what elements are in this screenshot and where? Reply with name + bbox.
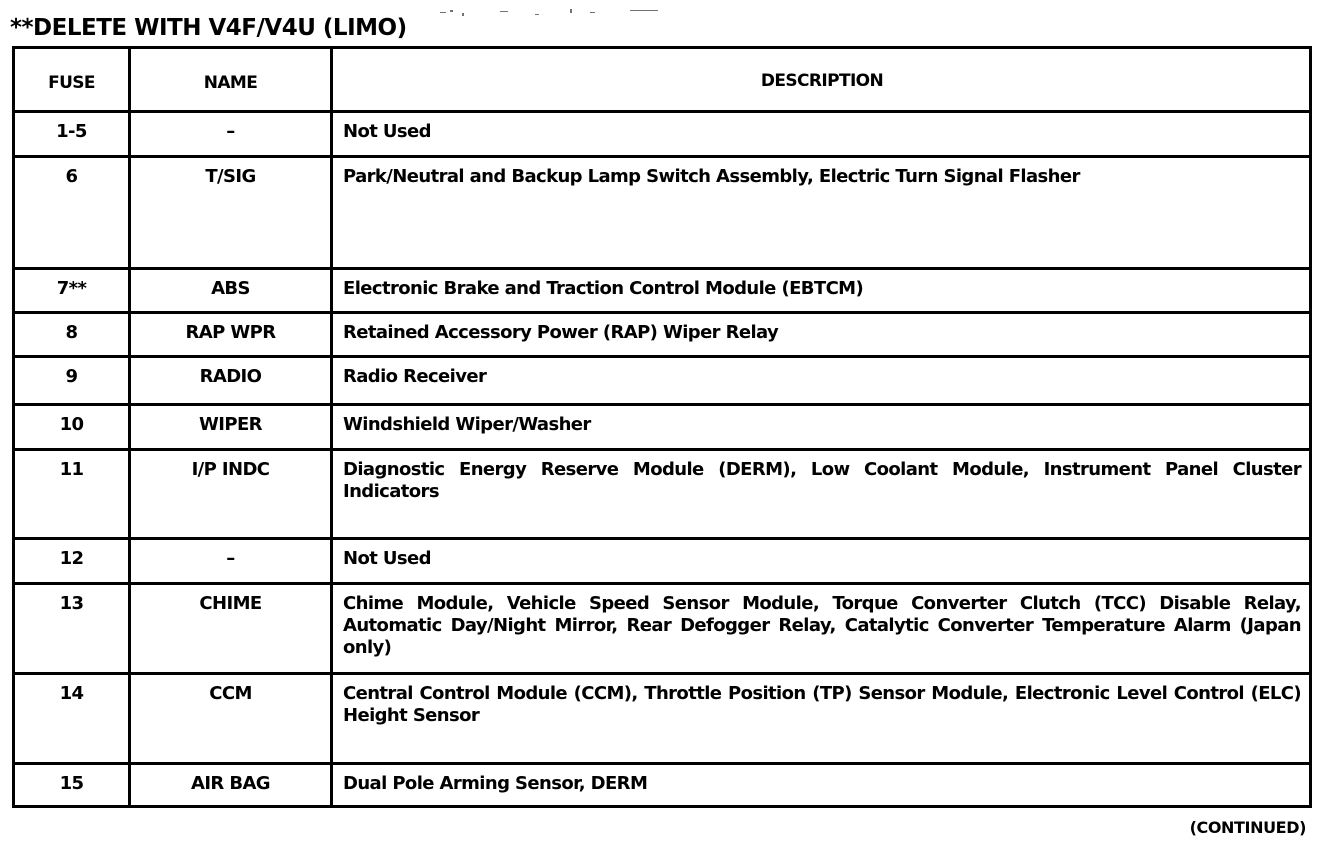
fuse-number: 12 — [15, 540, 131, 582]
fuse-table — [12, 46, 1312, 808]
fuse-description: Central Control Module (CCM), Throttle Position (TP) Sensor Module, Electronic Level Control (ELC) Height Sensor — [343, 683, 1301, 726]
fuse-number: 11 — [15, 451, 131, 537]
fuse-description: Not Used — [343, 121, 431, 142]
fuse-number: 15 — [15, 765, 131, 805]
fuse-name: AIR BAG — [131, 765, 333, 805]
table-row — [15, 270, 1309, 314]
fuse-name: WIPER — [131, 406, 333, 448]
fuse-name: I/P INDC — [131, 451, 333, 537]
column-header-description: DESCRIPTION — [760, 71, 884, 91]
column-header-name: NAME — [131, 49, 333, 110]
fuse-number: 8 — [15, 314, 131, 355]
fuse-number: 13 — [15, 585, 131, 672]
table-header-row — [15, 49, 1309, 113]
fuse-number: 7** — [15, 270, 131, 311]
fuse-description: Retained Accessory Power (RAP) Wiper Relay — [343, 322, 779, 343]
column-header-fuse: FUSE — [15, 49, 131, 110]
fuse-number: 10 — [15, 406, 131, 448]
table-row — [15, 675, 1309, 765]
fuse-name: – — [131, 113, 333, 155]
continued-note: (CONTINUED) — [1189, 818, 1306, 837]
fuse-name: CHIME — [131, 585, 333, 672]
scan-noise-decoration — [440, 6, 670, 20]
fuse-number: 1-5 — [15, 113, 131, 155]
fuse-name: – — [131, 540, 333, 582]
fuse-name: CCM — [131, 675, 333, 762]
fuse-name: RAP WPR — [131, 314, 333, 355]
fuse-number: 6 — [15, 158, 131, 267]
fuse-name: RADIO — [131, 358, 333, 403]
table-row — [15, 113, 1309, 158]
fuse-number: 14 — [15, 675, 131, 762]
table-row — [15, 406, 1309, 451]
table-row — [15, 540, 1309, 585]
table-row — [15, 358, 1309, 406]
fuse-description: Dual Pole Arming Sensor, DERM — [343, 773, 648, 794]
fuse-description: Radio Receiver — [343, 366, 487, 387]
fuse-description: Chime Module, Vehicle Speed Sensor Module, Torque Converter Clutch (TCC) Disable Relay, Automatic Day/Night Mirror, Rear Defogger Relay, Catalytic Converter Temperature Alarm (Japan only) — [343, 593, 1301, 658]
fuse-name: ABS — [131, 270, 333, 311]
table-row — [15, 314, 1309, 358]
table-row — [15, 158, 1309, 270]
table-header-note: **DELETE WITH V4F/V4U (LIMO) — [10, 15, 407, 41]
fuse-description: Park/Neutral and Backup Lamp Switch Assembly, Electric Turn Signal Flasher — [343, 166, 1080, 187]
table-row — [15, 585, 1309, 675]
fuse-description: Diagnostic Energy Reserve Module (DERM), Low Coolant Module, Instrument Panel Cluster Indicators — [343, 459, 1301, 502]
fuse-description: Not Used — [343, 548, 431, 569]
fuse-name: T/SIG — [131, 158, 333, 267]
table-row — [15, 451, 1309, 540]
fuse-description: Windshield Wiper/Washer — [343, 414, 591, 435]
table-row — [15, 765, 1309, 805]
fuse-description: Electronic Brake and Traction Control Module (EBTCM) — [343, 278, 864, 299]
fuse-number: 9 — [15, 358, 131, 403]
